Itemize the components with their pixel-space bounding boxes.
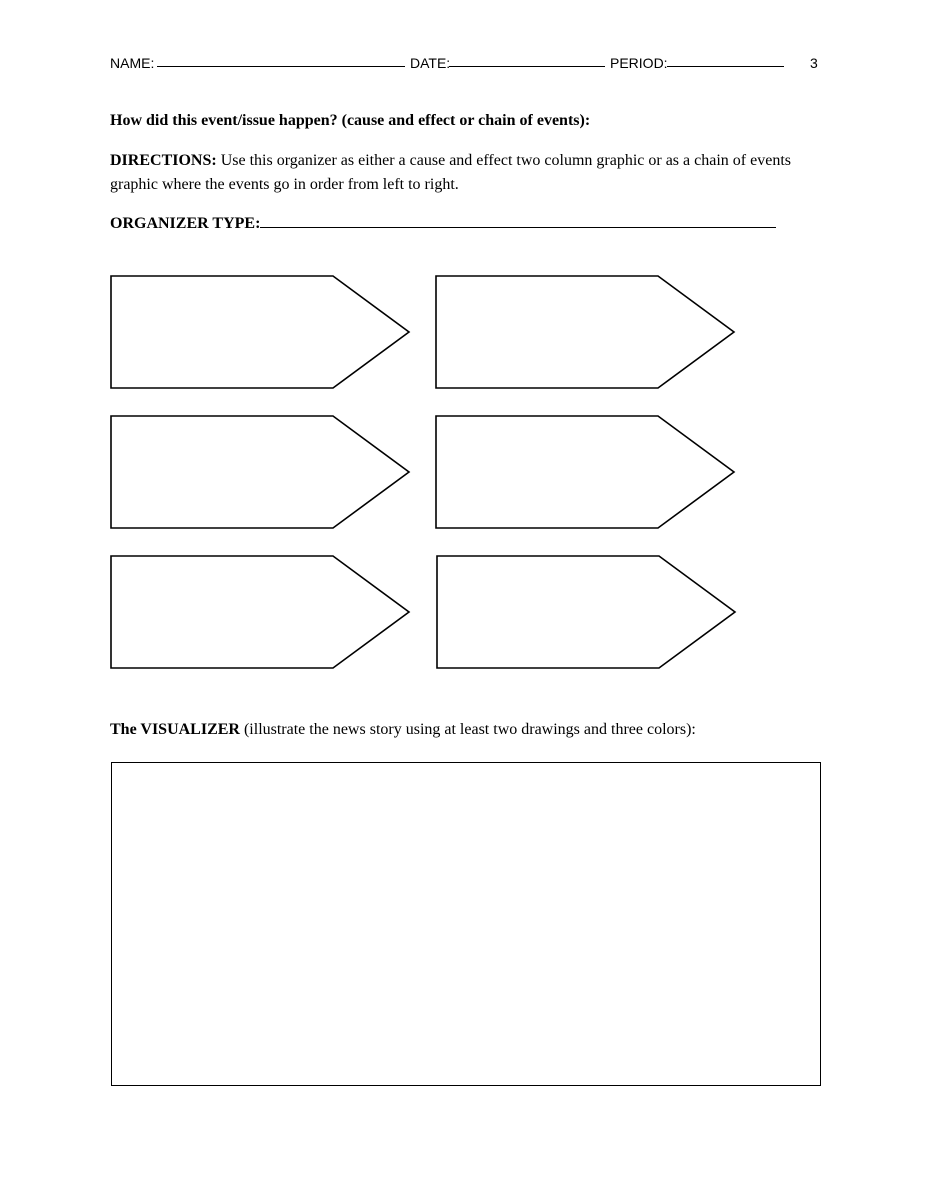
directions-text: Use this organizer as either a cause and effect two column graphic or as a chain of events graphic where the events go in order from left to right.: [110, 152, 791, 193]
page-number: 3: [810, 55, 818, 71]
visualizer-title: The VISUALIZER: [110, 721, 240, 738]
organizer-arrow-box[interactable]: [437, 556, 735, 668]
organizer-arrow-box[interactable]: [436, 276, 734, 388]
visualizer-heading: [110, 721, 696, 739]
organizer-arrow-box[interactable]: [436, 416, 734, 528]
period-label: PERIOD:: [610, 55, 668, 71]
visualizer-instructions: (illustrate the news story using at least two drawings and three colors):: [239, 721, 696, 738]
organizer-type-label: ORGANIZER TYPE:: [110, 215, 261, 232]
organizer-arrow-box[interactable]: [111, 276, 409, 388]
organizer-arrow-box[interactable]: [111, 416, 409, 528]
name-label: NAME:: [110, 55, 155, 71]
visualizer-drawing-box[interactable]: [111, 762, 821, 1086]
question-heading: How did this event/issue happen? (cause and effect or chain of events):: [110, 112, 591, 129]
date-label: DATE:: [410, 55, 451, 71]
directions-label: DIRECTIONS:: [110, 152, 217, 169]
organizer-arrow-box[interactable]: [111, 556, 409, 668]
